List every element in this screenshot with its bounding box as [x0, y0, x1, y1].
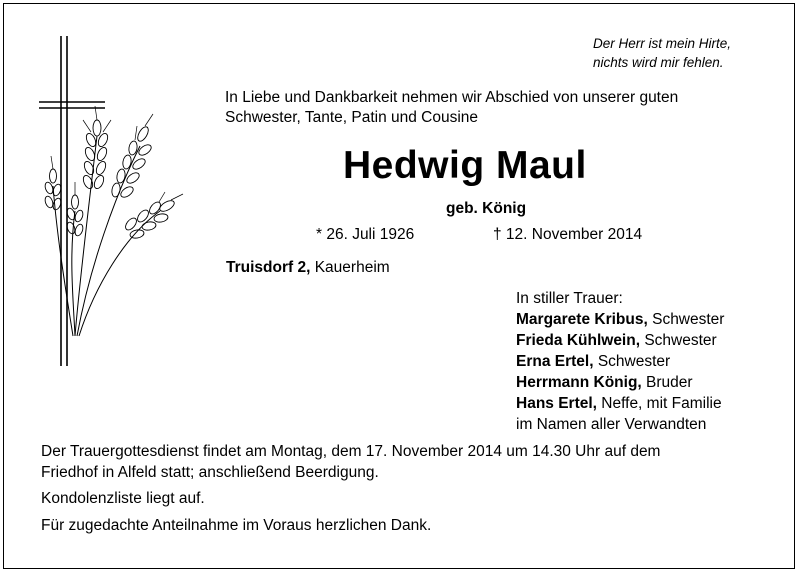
- mourner-name: Frieda Kühlwein,: [516, 332, 641, 349]
- address-town: Kauerheim: [310, 259, 390, 276]
- mourner-name: Herrmann König,: [516, 374, 642, 391]
- service-line-1: Der Trauergottesdienst findet am Montag, dem 17. November 2014 um 14.30 Uhr auf dem: [41, 443, 661, 460]
- mourner-row: [516, 309, 724, 330]
- service-line-2: Friedhof in Alfeld statt; anschließend Beerdigung.: [41, 464, 379, 481]
- quote-line-1: Der Herr ist mein Hirte,: [593, 36, 732, 51]
- bible-quote: [593, 34, 731, 72]
- address-street: Truisdorf 2,: [226, 259, 311, 276]
- birth-date: * 26. Juli 1926: [316, 226, 415, 243]
- mourner-relation: Schwester: [593, 353, 671, 370]
- cross-with-wheat-icon: [35, 36, 195, 366]
- mourner-name: Hans Ertel,: [516, 395, 597, 412]
- mourner-row: [516, 351, 724, 372]
- intro-line-1: In Liebe und Dankbarkeit nehmen wir Abschied von unserer guten: [225, 89, 679, 106]
- mourners-closing: im Namen aller Verwandten: [516, 416, 707, 433]
- mourner-row: [516, 393, 724, 414]
- funeral-service-info: [41, 441, 660, 483]
- deceased-name: Hedwig Maul: [343, 144, 587, 187]
- mourner-relation: Neffe, mit Familie: [596, 395, 722, 412]
- maiden-name: geb. König: [446, 200, 527, 217]
- mourner-row: [516, 372, 724, 393]
- quote-line-2: nichts wird mir fehlen.: [593, 55, 724, 70]
- mourner-row: [516, 330, 724, 351]
- mourner-name: Erna Ertel,: [516, 353, 594, 370]
- mourners-heading: In stiller Trauer:: [516, 290, 623, 307]
- mourner-relation: Schwester: [640, 332, 717, 349]
- address: [226, 259, 390, 277]
- mourner-relation: Bruder: [641, 374, 693, 391]
- intro-text: [225, 88, 678, 128]
- death-date: † 12. November 2014: [493, 226, 643, 243]
- intro-line-2: Schwester, Tante, Patin und Cousine: [225, 109, 479, 126]
- thanks-note: Für zugedachte Anteilnahme im Voraus herzlichen Dank.: [41, 517, 432, 534]
- mourners-list: [516, 288, 724, 435]
- mourner-relation: Schwester: [647, 311, 725, 328]
- mourner-name: Margarete Kribus,: [516, 311, 648, 328]
- condolence-note: Kondolenzliste liegt auf.: [41, 490, 205, 507]
